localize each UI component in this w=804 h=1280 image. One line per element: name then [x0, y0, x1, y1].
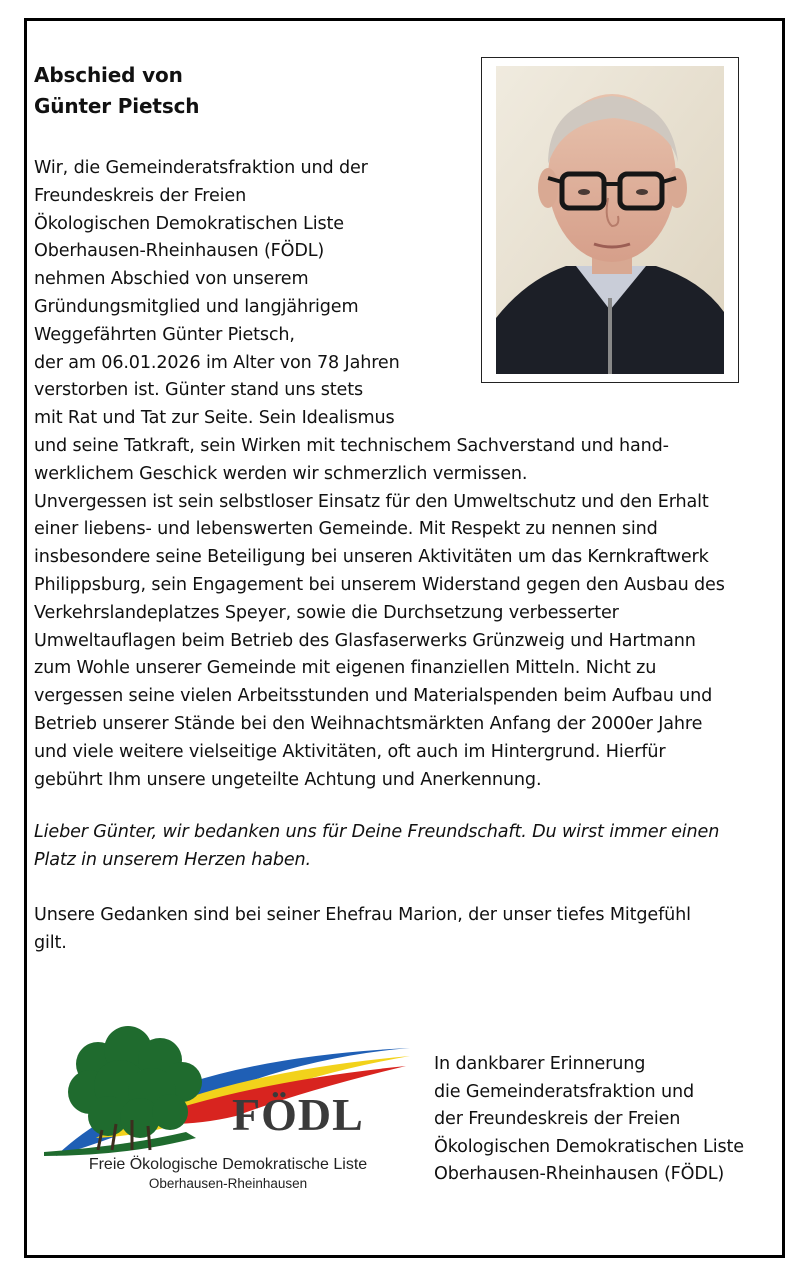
body-line: Betrieb unserer Stände bei den Weihnachtsmärkten Anfang der 2000er Jahre: [34, 713, 703, 734]
body-line: und seine Tatkraft, sein Wirken mit technischem Sachverstand und hand-: [34, 435, 669, 456]
body-line: werklichem Geschick werden wir schmerzlich vermissen.: [34, 463, 528, 484]
body-line: gebührt Ihm unsere ungeteilte Achtung und Anerkennung.: [34, 769, 542, 790]
body-line: Philippsburg, sein Engagement bei unserem Widerstand gegen den Ausbau des: [34, 574, 725, 595]
body-line: Wir, die Gemeinderatsfraktion und der: [34, 158, 368, 178]
condolence-text: [34, 902, 774, 958]
body-line: mit Rat und Tat zur Seite. Sein Idealismus: [34, 408, 395, 429]
closing-line: der Freundeskreis der Freien: [434, 1109, 681, 1130]
body-line: verstorben ist. Günter stand uns stets: [34, 380, 363, 401]
condolence-line: Unsere Gedanken sind bei seiner Ehefrau Marion, der unser tiefes Mitgefühl: [34, 905, 691, 925]
closing-line: die Gemeinderatsfraktion und: [434, 1081, 694, 1102]
body-line: Ökologischen Demokratischen Liste: [34, 213, 344, 234]
body-line: Unvergessen ist sein selbstloser Einsatz für den Umweltschutz und den Erhalt: [34, 491, 709, 512]
body-line: Gründungsmitglied und langjährigem: [34, 296, 359, 317]
logo-location: Oberhausen-Rheinhausen: [148, 1176, 308, 1191]
body-line: Umweltauflagen beim Betrieb des Glasfaserwerks Grünzweig und Hartmann: [34, 630, 696, 651]
obituary-body: [34, 155, 774, 794]
tribute-line: Platz in unserem Herzen haben.: [34, 849, 311, 870]
body-line: vergessen seine vielen Arbeitsstunden und Materialspenden beim Aufbau und: [34, 686, 713, 707]
closing-line: Ökologischen Demokratischen Liste: [434, 1136, 744, 1157]
body-line: nehmen Abschied von unserem: [34, 269, 309, 290]
body-line: Oberhausen-Rheinhausen (FÖDL): [34, 241, 325, 262]
tribute-text: [34, 819, 774, 875]
body-line: der am 06.01.2026 im Alter von 78 Jahren: [34, 352, 400, 373]
closing-line: Oberhausen-Rheinhausen (FÖDL): [434, 1164, 725, 1185]
body-line: und viele weitere vielseitige Aktivitäten, oft auch im Hintergrund. Hierfür: [34, 741, 666, 762]
body-line: Weggefährten Günter Pietsch,: [34, 324, 295, 345]
body-line: Freundeskreis der Freien: [34, 185, 247, 206]
body-line: insbesondere seine Beteiligung bei unseren Aktivitäten um das Kernkraftwerk: [34, 547, 709, 568]
condolence-line: gilt.: [34, 932, 67, 953]
closing-line: In dankbarer Erinnerung: [434, 1054, 646, 1074]
foedl-logo: [36, 1020, 416, 1200]
logo-subtitle: Freie Ökologische Demokratische Liste: [88, 1156, 368, 1173]
tribute-line: Lieber Günter, wir bedanken uns für Deine Freundschaft. Du wirst immer einen: [34, 822, 720, 842]
logo-name: FÖDL: [232, 1089, 364, 1140]
closing-signature: [434, 1051, 774, 1189]
title-line: Günter Pietsch: [34, 94, 200, 118]
title-line: Abschied von: [34, 63, 183, 87]
body-line: zum Wohle unserer Gemeinde mit eigenen finanziellen Mitteln. Nicht zu: [34, 658, 657, 679]
body-line: einer liebens- und lebenswerten Gemeinde. Mit Respekt zu nennen sind: [34, 519, 658, 540]
body-line: Verkehrslandeplatzes Speyer, sowie die Durchsetzung verbesserter: [34, 602, 619, 623]
